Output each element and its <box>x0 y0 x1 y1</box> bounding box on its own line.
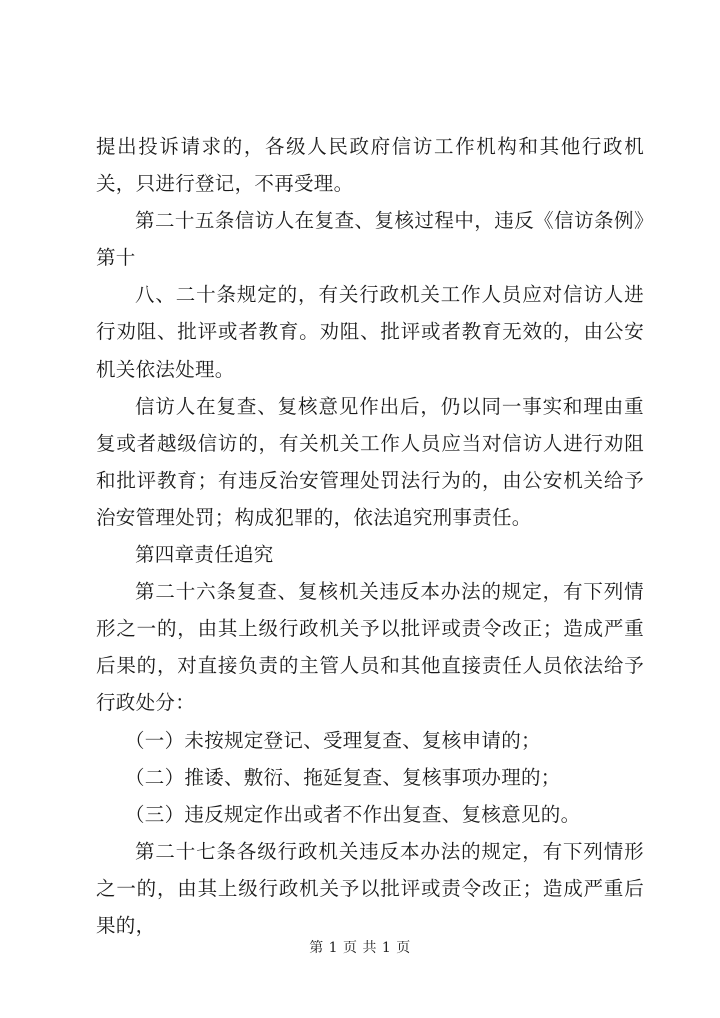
paragraph-1: 提出投诉请求的，各级人民政府信访工作机构和其他行政机关，只进行登记，不再受理。 <box>96 135 644 196</box>
body-text <box>96 128 644 944</box>
list-item-3: （三）违反规定作出或者不作出复查、复核意见的。 <box>125 802 581 826</box>
paragraph-10: 第二十七条各级行政机关违反本办法的规定，有下列情形之一的，由其上级行政机关予以批评或责令改正；造成严重后果的， <box>96 839 644 937</box>
list-item-2: （二）推诿、敷衍、拖延复查、复核事项办理的； <box>125 765 561 789</box>
paragraph-3: 八、二十条规定的，有关行政机关工作人员应对信访人进行劝阻、批评或者教育。劝阻、批评或者教育无效的，由公安机关依法处理。 <box>96 283 644 381</box>
paragraph-4: 信访人在复查、复核意见作出后，仍以同一事实和理由重复或者越级信访的，有关机关工作人员应当对信访人进行劝阻和批评教育；有违反治安管理处罚法行为的，由公安机关给予治安管理处罚；构成犯罪的，依法追究刑事责任。 <box>96 394 644 529</box>
chapter-heading: 第四章责任追究 <box>135 543 274 567</box>
paragraph-6: 第二十六条复查、复核机关违反本办法的规定，有下列情形之一的，由其上级行政机关予以批评或责令改正；造成严重后果的，对直接负责的主管人员和其他直接责任人员依法给予行政处分： <box>96 580 644 715</box>
page-footer: 第 1 页 共 1 页 <box>309 940 411 956</box>
list-item-1: （一）未按规定登记、受理复查、复核申请的； <box>125 728 541 752</box>
paragraph-2: 第二十五条信访人在复查、复核过程中，违反《信访条例》第十 <box>96 209 644 270</box>
